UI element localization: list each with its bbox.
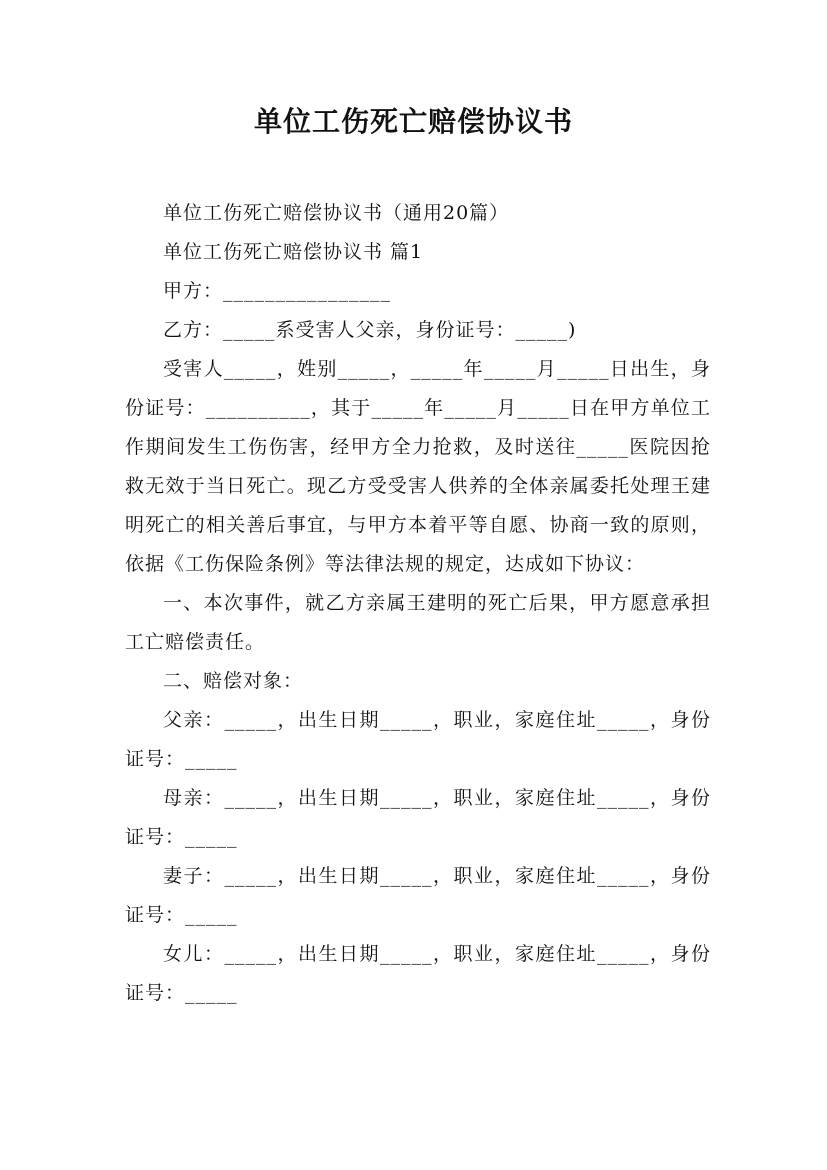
paragraph-collection-title: 单位工伤死亡赔偿协议书（通用20篇） [163, 202, 510, 224]
paragraph-section-heading: 单位工伤死亡赔偿协议书 篇1 [163, 241, 424, 263]
paragraph-clause-2: 二、赔偿对象： [163, 670, 304, 692]
paragraph-party-a: 甲方：________________ [163, 280, 392, 302]
paragraph-party-b: 乙方：_____系受害人父亲，身份证号：_____) [163, 319, 577, 341]
paragraph-mother: 母亲：_____，出生日期_____，职业，家庭住址_____，身份证号：_____ [125, 787, 711, 848]
paragraph-daughter: 女儿：_____，出生日期_____，职业，家庭住址_____，身份证号：_____ [125, 943, 711, 1004]
paragraph-victim-details: 受害人_____，姓别_____，_____年_____月_____日出生，身份证号：__________，其于_____年_____月_____日在甲方单位工作期间发生工伤伤害，经甲方全力抢救，及时送往_____医院因抢救无效于当日死亡。现乙方受受害人供养的全体亲属委托处理王建明死亡的相关善后事宜，与甲方本着平等自愿、协商一致的原则，依据《工伤保险条例》等法律法规的规定，达成如下协议： [125, 358, 711, 575]
document-body [125, 194, 711, 1013]
document-title: 单位工伤死亡赔偿协议书 [253, 105, 573, 138]
paragraph-wife: 妻子：_____，出生日期_____，职业，家庭住址_____，身份证号：_____ [125, 865, 711, 926]
paragraph-father: 父亲：_____，出生日期_____，职业，家庭住址_____，身份证号：_____ [125, 709, 711, 770]
paragraph-clause-1: 一、本次事件，就乙方亲属王建明的死亡后果，甲方愿意承担工亡赔偿责任。 [125, 592, 711, 653]
